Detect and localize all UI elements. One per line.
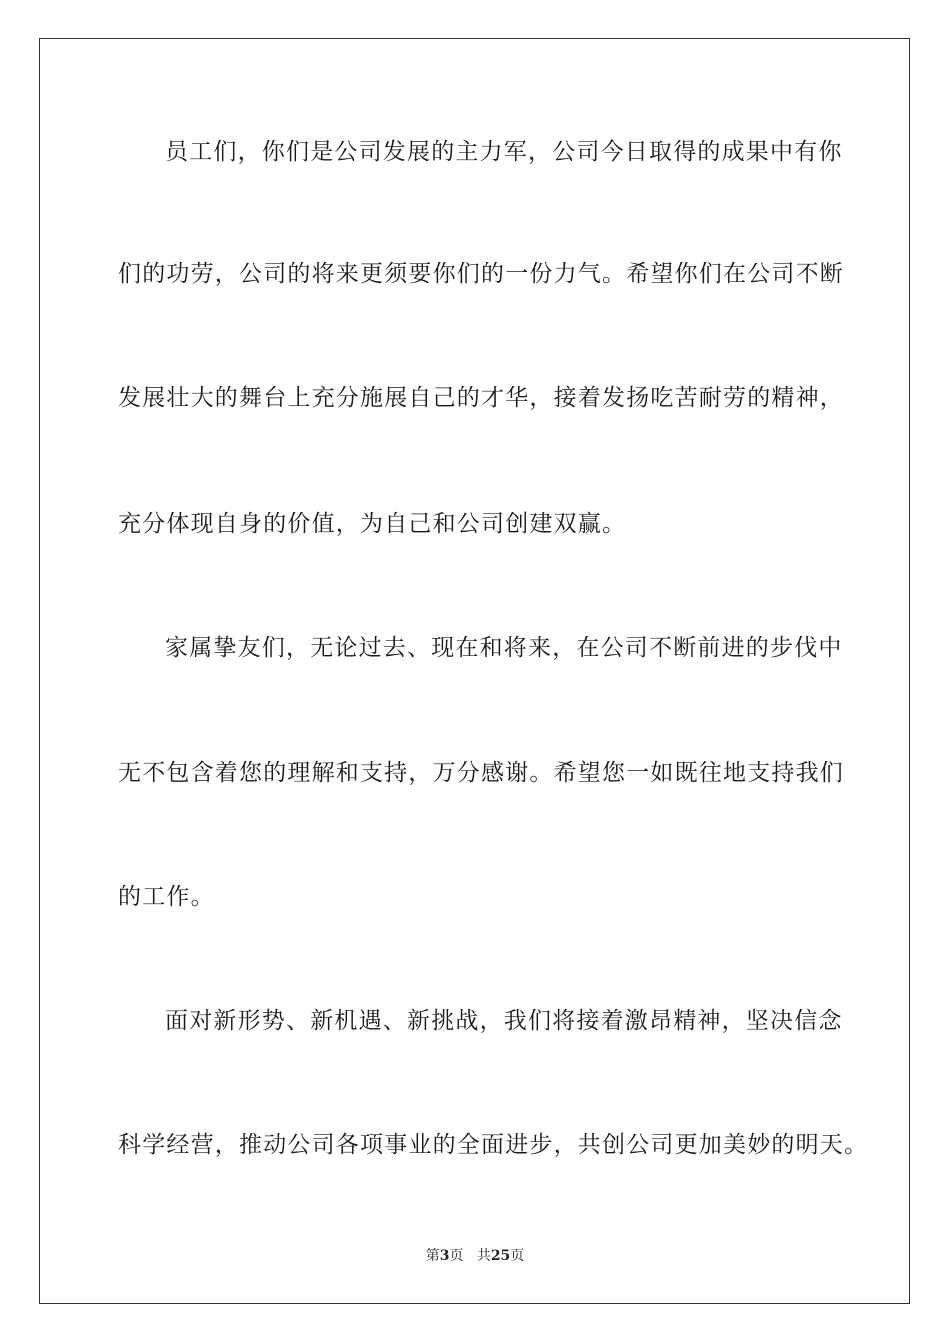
paragraph-1-line-1: 员工们，你们是公司发展的主力军，公司今日取得的成果中有你 (165, 139, 843, 165)
paragraph-3-line-2: 科学经营，推动公司各项事业的全面进步，共创公司更加美妙的明天。 (118, 1132, 869, 1158)
page-label-prefix: 第 (425, 1248, 440, 1264)
paragraph-2-line-3: 的工作。 (118, 884, 215, 910)
page-label-suffix: 页 (449, 1248, 464, 1264)
page-border (39, 38, 910, 1304)
paragraph-1-line-3: 发展壮大的舞台上充分施展自己的才华，接着发扬吃苦耐劳的精神， (118, 385, 844, 411)
paragraph-3-line-1: 面对新形势、新机遇、新挑战，我们将接着激昂精神，坚决信念 (165, 1008, 843, 1034)
paragraph-1-line-4: 充分体现自身的价值，为自己和公司创建双赢。 (118, 511, 627, 537)
total-label-prefix: 共 (476, 1248, 491, 1264)
page-footer (0, 1247, 950, 1265)
total-label-suffix: 页 (510, 1248, 525, 1264)
paragraph-2-line-2: 无不包含着您的理解和支持，万分感谢。希望您一如既往地支持我们 (118, 760, 844, 786)
paragraph-1-line-2: 们的功劳，公司的将来更须要你们的一份力气。希望你们在公司不断 (118, 261, 844, 287)
current-page-number: 3 (439, 1248, 450, 1264)
total-page-count: 25 (490, 1248, 511, 1264)
paragraph-2-line-1: 家属挚友们，无论过去、现在和将来，在公司不断前进的步伐中 (165, 635, 843, 661)
